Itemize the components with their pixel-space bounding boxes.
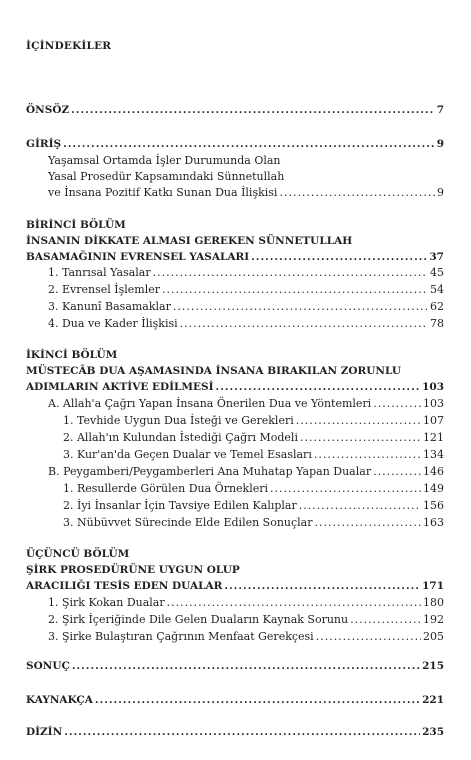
entry-label: 1. Tevhide Uygun Dua İsteği ve Gerekleri: [63, 414, 294, 427]
giris-sub-line: Yasal Prosedür Kapsamındaki Sünnetullah: [48, 170, 285, 183]
entry-label: ve İnsana Pozitif Katkı Sunan Dua İlişkisi: [48, 186, 278, 199]
leader-dots: [162, 283, 428, 297]
toc-entry: [63, 431, 444, 445]
toc-entry: [48, 465, 444, 479]
leader-dots: [373, 397, 421, 411]
toc-entry-giris-sub: [48, 186, 444, 200]
page-number: 205: [423, 630, 444, 643]
entry-label: 2. Şirk İçeriğinde Dile Gelen Duaların Kaynak Sorunu: [48, 613, 349, 626]
entry-label: 2. İyi İnsanlar İçin Tavsiye Edilen Kalıplar: [63, 499, 297, 512]
page-number: 156: [423, 499, 444, 512]
entry-label: 3. Şirke Bulaştıran Çağrının Menfaat Gerekçesi: [48, 630, 314, 643]
toc-entry: [63, 482, 444, 496]
toc-entry-bolum1: [26, 250, 444, 264]
leader-dots: [373, 465, 421, 479]
page-number: 149: [423, 482, 444, 495]
toc-entry: [48, 613, 444, 627]
leader-dots: [251, 250, 427, 264]
toc-entry: [48, 630, 444, 644]
leader-dots: [296, 414, 421, 428]
leader-dots: [63, 137, 435, 151]
page-number: 171: [422, 580, 444, 592]
leader-dots: [64, 725, 420, 739]
page-number: 180: [423, 596, 444, 609]
page-number: 146: [423, 465, 444, 478]
leader-dots: [71, 103, 435, 117]
entry-label: 3. Kanunî Basamaklar: [48, 300, 171, 313]
entry-label: GİRİŞ: [26, 138, 62, 150]
part-heading: BİRİNCİ BÖLÜM: [26, 219, 126, 231]
toc-entry-onsoz: [26, 103, 444, 117]
page-number: 103: [422, 381, 444, 393]
leader-dots: [300, 431, 421, 445]
leader-dots: [173, 300, 428, 314]
page-number: 107: [423, 414, 444, 427]
toc-entry: [63, 499, 444, 513]
page-number: 78: [430, 317, 444, 330]
entry-label: DİZİN: [26, 726, 63, 738]
entry-label: ARACILIĞI TESİS EDEN DUALAR: [26, 580, 223, 592]
toc-entry: [48, 317, 444, 331]
toc-entry-dizin: [26, 725, 444, 739]
entry-label: 3. Nübüvvet Sürecinde Elde Edilen Sonuçlar: [63, 516, 313, 529]
toc-entry-giris: [26, 137, 444, 151]
leader-dots: [167, 596, 421, 610]
chapter-title-line: İNSANIN DİKKATE ALMASI GEREKEN SÜNNETULLAH: [26, 235, 353, 247]
entry-label: 2. Allah'ın Kulundan İstediği Çağrı Modeli: [63, 431, 298, 444]
chapter-title-line: MÜSTECÂB DUA AŞAMASINDA İNSANA BIRAKILAN ZORUNLU: [26, 365, 401, 377]
toc-entry: [48, 300, 444, 314]
leader-dots: [95, 693, 420, 707]
leader-dots: [180, 317, 428, 331]
toc-entry: [48, 596, 444, 610]
page-number: 45: [430, 266, 444, 279]
toc-entry-bolum2: [26, 380, 444, 394]
entry-label: 1. Tanrısal Yasalar: [48, 266, 151, 279]
leader-dots: [216, 380, 421, 394]
entry-label: SONUÇ: [26, 660, 70, 672]
leader-dots: [315, 516, 422, 530]
entry-label: A. Allah'a Çağrı Yapan İnsana Önerilen Dua ve Yöntemleri: [48, 397, 372, 410]
toc-entry-sonuc: [26, 659, 444, 673]
entry-label: ADIMLARIN AKTİVE EDİLMESİ: [26, 381, 214, 393]
page-number: 215: [422, 660, 444, 672]
chapter-title-line: ŞİRK PROSEDÜRÜNE UYGUN OLUP: [26, 564, 240, 576]
leader-dots: [279, 186, 435, 200]
leader-dots: [314, 448, 421, 462]
page-number: 7: [436, 104, 444, 116]
entry-label: KAYNAKÇA: [26, 694, 93, 706]
entry-label: 4. Dua ve Kader İlişkisi: [48, 317, 178, 330]
entry-label: BASAMAĞININ EVRENSEL YASALARI: [26, 251, 250, 263]
entry-label: 1. Resullerde Görülen Dua Örnekleri: [63, 482, 269, 495]
part-heading: İKİNCİ BÖLÜM: [26, 349, 118, 361]
page-number: 192: [423, 613, 444, 626]
toc-entry: [48, 397, 444, 411]
page-number: 121: [423, 431, 444, 444]
leader-dots: [350, 613, 421, 627]
leader-dots: [299, 499, 421, 513]
entry-label: 1. Şirk Kokan Dualar: [48, 596, 165, 609]
page-number: 221: [422, 694, 444, 706]
toc-entry-kaynakca: [26, 693, 444, 707]
leader-dots: [224, 579, 420, 593]
toc-entry: [48, 283, 444, 297]
part-heading: ÜÇÜNCÜ BÖLÜM: [26, 548, 130, 560]
toc-entry: [63, 448, 444, 462]
page-title: İÇİNDEKİLER: [26, 40, 112, 52]
leader-dots: [153, 266, 428, 280]
page-number: 37: [429, 251, 444, 263]
leader-dots: [72, 659, 420, 673]
toc-entry: [63, 516, 444, 530]
leader-dots: [270, 482, 421, 496]
page-number: 54: [430, 283, 444, 296]
page-number: 103: [423, 397, 444, 410]
page-number: 9: [436, 138, 444, 150]
giris-sub-line: Yaşamsal Ortamda İşler Durumunda Olan: [48, 154, 281, 167]
entry-label: 3. Kur'an'da Geçen Dualar ve Temel Esasları: [63, 448, 312, 461]
toc-entry: [48, 266, 444, 280]
entry-label: 2. Evrensel İşlemler: [48, 283, 160, 296]
page-number: 235: [422, 726, 444, 738]
entry-label: ÖNSÖZ: [26, 104, 70, 116]
page-number: 9: [437, 186, 444, 199]
toc-entry: [63, 414, 444, 428]
entry-label: B. Peygamberi/Peygamberleri Ana Muhatap Yapan Dualar: [48, 465, 372, 478]
leader-dots: [316, 630, 421, 644]
page-number: 62: [430, 300, 444, 313]
toc-entry-bolum3: [26, 579, 444, 593]
page-number: 134: [423, 448, 444, 461]
page-number: 163: [423, 516, 444, 529]
